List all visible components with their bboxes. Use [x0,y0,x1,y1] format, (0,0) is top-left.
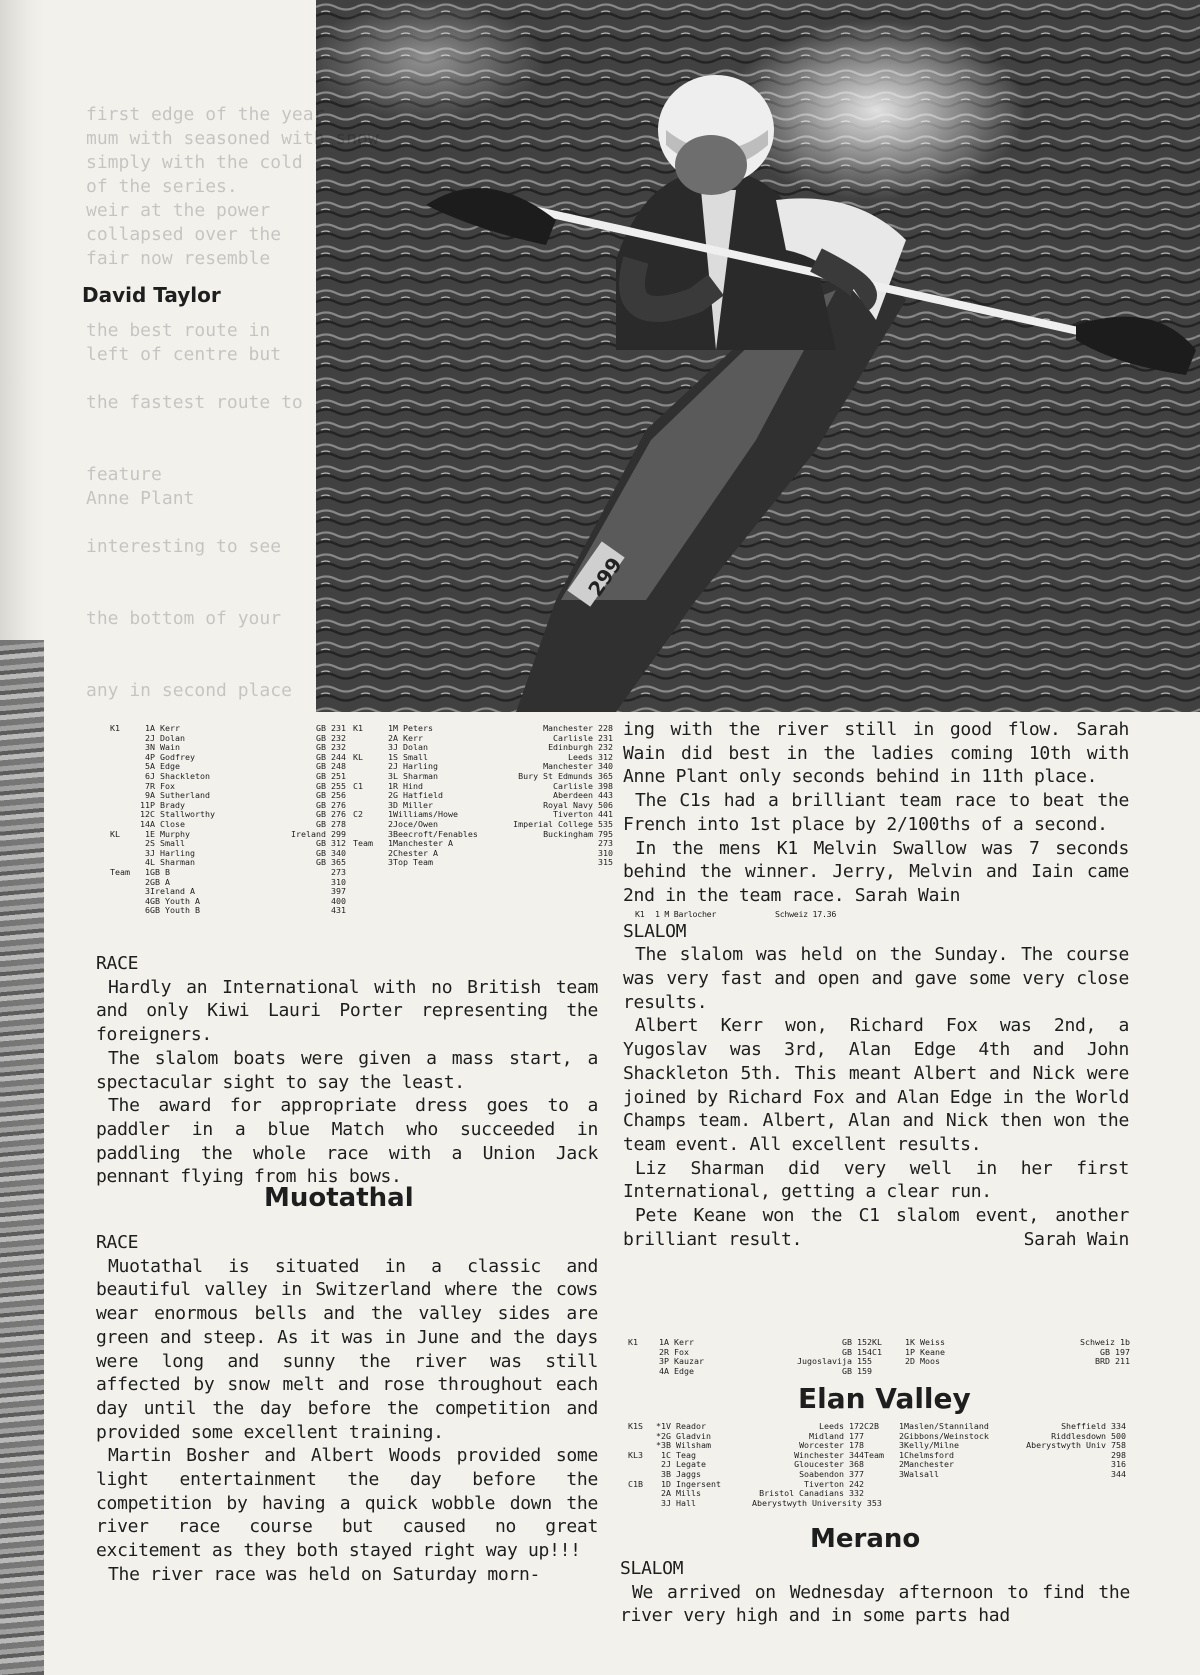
table-cell [628,1432,650,1442]
table-cell [110,906,136,916]
table-cell: K1 [110,723,120,733]
table-cell [110,791,136,801]
table-cell: Williams/Howe [393,809,458,820]
table-cell [890,1480,904,1490]
table-cell [628,1460,650,1470]
ghost-text-line: weir at the power [86,200,271,221]
table-cell [872,1357,898,1367]
paragraph: Pete Keane won the C1 slalom event, another brilliant result. [623,1205,1129,1250]
slalom-results-table [628,1338,1130,1376]
table-cell: Top Team [393,857,433,868]
table-row [353,858,613,868]
photo-credit: David Taylor [82,283,221,307]
table-cell: 273 [331,866,346,877]
paragraph: Albert Kerr won, Richard Fox was 2nd, a Yugoslav was 3rd, Alan Edge 4th and John Shackleton 5th. This meant Albert and Nick were joined by Richard Fox and Alan Edge in the World Champs team. Albert, Alan and Nick then won the team event. All excellent results. [623,1015,1129,1155]
table-cell: GB 159 [842,1365,872,1376]
table-cell: KL [353,751,363,762]
table-cell: C2B [864,1421,879,1431]
table-cell [864,1470,890,1480]
table-cell: Edinburgh 232 [548,742,613,753]
table-cell: 298 [1111,1449,1126,1460]
table-cell: D Ingersent [666,1478,721,1489]
table-cell: J Dolan [393,742,428,753]
table-cell: Carlisle 398 [553,780,613,791]
table-cell: 11 [140,799,150,810]
table-cell [110,734,136,744]
table-cell: 273 [598,838,613,849]
table-cell: *2 [656,1430,666,1441]
table-cell: N Wain [150,742,180,753]
table-cell: 2 [899,1459,904,1470]
table-cell: Winchester 344 [794,1449,864,1460]
table-cell: GB B [150,866,170,877]
table-cell: Aberystwyth University 353 [752,1497,882,1508]
table-cell [110,801,136,811]
table-cell [910,1367,990,1377]
section-title-muotathal: Muotathal [264,1183,414,1213]
table-cell: 1 [388,723,393,733]
table-cell: GB 154 [842,1346,872,1357]
table-cell: 1 [659,1337,664,1347]
table-cell: Maslen/Stanniland [904,1421,989,1431]
table-cell: G Hatfield [393,790,443,801]
ghost-text-line: the bottom of your [86,608,282,629]
k1-name: 1 M Barlocher [655,908,717,919]
table-cell: 9 [145,790,150,801]
table-cell: J Legate [666,1459,706,1470]
table-cell: P Kauzar [664,1356,704,1367]
table-cell: G Gladvin [666,1430,711,1441]
table-cell: A Edge [150,761,180,772]
merano-column [620,1557,1130,1628]
ghost-text-line: collapsed over the [86,224,282,245]
table-cell [110,887,136,897]
table-cell: 2 [145,732,150,743]
table-cell: Leeds 312 [568,751,613,762]
table-cell: GB 248 [316,761,346,772]
k1-club: Schweiz 17.36 [775,908,837,919]
slalom-heading: SLALOM [620,1558,684,1579]
table-cell: Team [353,838,373,849]
table-cell: 3 [388,742,393,753]
paragraph: The slalom boats were given a mass start, a spectacular sight to say the least. [96,1047,598,1093]
left-article-column [96,952,598,1587]
table-cell: R Fox [150,780,175,791]
table-cell: 3 [388,799,393,810]
slalom-heading: SLALOM [623,920,687,942]
table-cell: M Peters [393,723,433,733]
table-cell: 3 [388,857,393,868]
table-cell: 3 [661,1497,666,1508]
table-cell [110,772,136,782]
table-cell: KL [872,1337,882,1347]
table-cell [890,1489,904,1499]
ghost-text-line: Anne Plant [86,488,195,509]
table-cell: GB 276 [316,799,346,810]
adjacent-photo-strip [0,640,44,1675]
table-cell [110,810,136,820]
race-heading: RACE [96,1232,139,1254]
table-cell: KL [110,828,120,839]
table-cell: Team [110,866,130,877]
table-cell: 1 [388,809,393,820]
table-cell [864,1460,890,1470]
table-cell: GB A [150,876,170,887]
table-cell: Walsall [904,1468,939,1479]
table-row [110,906,346,916]
table-cell: Gibbons/Weinstock [904,1430,989,1441]
table-cell [898,1367,910,1377]
table-cell [1016,1499,1126,1509]
table-cell: Manchester 340 [543,761,613,772]
table-cell [353,791,379,801]
table-cell [904,1489,1016,1499]
table-cell: Chester A [393,847,438,858]
table-cell: *3 [656,1440,666,1451]
table-cell: P Godfrey [150,751,195,762]
signature: Sarah Wain [1023,1228,1129,1250]
table-cell: B Jaggs [666,1468,701,1479]
table-cell: A Kerr [664,1337,694,1347]
table-cell: GB 255 [316,780,346,791]
table-cell: 6 [145,905,150,916]
paragraph: In the mens K1 Melvin Swallow was 7 seconds behind the winner. Jerry, Melvin and Iain came 2nd in the team race. Sarah Wain [623,837,1129,906]
ghost-text-line: first edge of the year [86,104,325,125]
table-cell: Beecroft/Fenables [393,828,478,839]
table-cell: 1 [899,1449,904,1460]
table-cell: R Fox [664,1346,689,1357]
ghost-text-line: interesting to see [86,536,282,557]
table-cell: GB 278 [316,818,346,829]
table-cell: GB 312 [316,838,346,849]
table-cell: S Small [150,838,185,849]
table-cell: 2 [388,732,393,743]
table-cell: Jugoslavija 155 [797,1356,872,1367]
table-cell: 310 [331,876,346,887]
table-cell: Tiverton 441 [553,809,613,820]
table-cell: V Reador [666,1421,706,1431]
table-cell: B Wilsham [666,1440,711,1451]
table-cell: P Keane [910,1346,945,1357]
table-cell: 1 [145,723,150,733]
table-cell: BRD 211 [1095,1356,1130,1367]
table-cell: GB Youth A [150,895,200,906]
table-cell: Ireland A [150,886,195,897]
table-cell: 316 [1111,1459,1126,1470]
paragraph: The river race was held on Saturday morn- [108,1563,541,1585]
table-cell: 2 [388,761,393,772]
table-cell [110,782,136,792]
table-cell: GB 231 [316,723,346,733]
table-cell: 2 [659,1346,664,1357]
table-cell: 3 [659,1356,664,1367]
table-cell: K1 [628,1337,638,1347]
table-cell: Royal Navy 506 [543,799,613,810]
table-cell: GB 251 [316,770,346,781]
table-cell: 1 [905,1337,910,1347]
table-cell: Team [864,1449,884,1460]
table-cell: Worcester 178 [799,1440,864,1451]
race-heading: RACE [96,953,139,974]
table-cell: GB 232 [316,732,346,743]
table-cell: Imperial College 535 [513,818,613,829]
table-cell: Buckingham 795 [543,828,613,839]
table-cell: 6 [145,770,150,781]
table-cell: 2 [661,1459,666,1470]
table-cell [110,753,136,763]
table-cell: Kelly/Milne [904,1440,959,1451]
table-row [628,1460,1126,1470]
paragraph: Martin Bosher and Albert Woods provided some light entertainment the day before the competition by having a quick wobble down the river race course but caused no great excitement as they both stayed right way up!!! [96,1445,598,1562]
table-cell: Soabendon 377 [799,1468,864,1479]
table-cell: GB 256 [316,790,346,801]
table-cell: A Mills [666,1488,701,1499]
table-cell: 1 [145,866,150,877]
table-cell [110,878,136,888]
table-cell [628,1367,650,1377]
paragraph: The award for appropriate dress goes to a paddler in a blue Match who succeeded in paddling the whole race with a Union Jack pennant flying from his bows. [96,1095,598,1188]
table-cell: C1 [353,780,363,791]
table-cell: 1 [899,1421,904,1431]
section-title-merano: Merano [810,1524,921,1554]
bow-number: 299 [583,552,627,601]
table-cell: GB 197 [1100,1346,1130,1357]
table-cell: GB 232 [316,742,346,753]
table-cell: Midland 177 [809,1430,864,1441]
table-cell: 4 [145,895,150,906]
table-cell: GB Youth B [150,905,200,916]
table-cell [353,734,379,744]
table-cell [628,1357,650,1367]
table-cell [353,820,379,830]
table-cell: Leeds 172 [819,1421,864,1431]
table-cell: L Sharman [393,770,438,781]
table-cell: C1B [628,1478,643,1489]
table-cell: 3 [145,742,150,753]
table-cell: C2 [353,809,363,820]
table-row [628,1499,1126,1509]
table-cell: Tiverton 242 [804,1478,864,1489]
table-cell: A Kerr [150,723,180,733]
table-cell: 2 [388,790,393,801]
table-cell [864,1499,890,1509]
table-cell [110,849,136,859]
paragraph: The slalom was held on the Sunday. The course was very fast and open and gave some very close results. [623,944,1129,1013]
table-cell: *1 [656,1421,666,1431]
table-cell: 5 [145,761,150,772]
table-cell: 1 [661,1449,666,1460]
table-cell [353,762,379,772]
table-cell: Gloucester 368 [794,1459,864,1470]
paragraph: We arrived on Wednesday afternoon to find the river very high and in some parts had [620,1581,1130,1627]
table-cell: Manchester 228 [543,723,613,733]
table-cell: C Stallworthy [150,809,215,820]
table-cell [890,1499,904,1509]
paragraph: ing with the river still in good flow. Sarah Wain did best in the ladies coming 10th with Anne Plant only seconds behind in 11th place. [623,719,1129,788]
table-cell: J Shackleton [150,770,210,781]
table-cell: 2 [388,847,393,858]
ghost-text-line: mum with seasoned with snow [86,128,379,149]
table-cell: 14 [140,818,150,829]
paragraph: Liz Sharman did very well in her first International, getting a clear run. [623,1157,1129,1203]
table-cell: 7 [145,780,150,791]
table-cell: J Harling [150,847,195,858]
table-cell [990,1367,1130,1377]
ghost-text-line: of the series. [86,176,238,197]
table-cell: J Dolan [150,732,185,743]
table-cell: 2 [388,818,393,829]
table-cell: 400 [331,895,346,906]
table-cell: GB 244 [316,751,346,762]
table-cell [628,1499,650,1509]
table-cell [864,1480,890,1490]
table-cell: GB 276 [316,809,346,820]
table-cell: 431 [331,905,346,916]
table-cell: 1 [388,780,393,791]
race-results-table-right [353,724,613,868]
table-cell [904,1499,1016,1509]
table-cell: S Small [393,751,428,762]
paragraph: Hardly an International with no British team and only Kiwi Lauri Porter representing the foreigners. [96,976,598,1046]
table-cell: D Miller [393,799,433,810]
table-cell: GB 365 [316,857,346,868]
table-cell: 4 [145,857,150,868]
table-cell: 3 [145,847,150,858]
table-cell: 3 [388,770,393,781]
table-cell: L Sharman [150,857,195,868]
table-cell: 2 [899,1430,904,1441]
table-cell: 1 [388,751,393,762]
table-cell: 397 [331,886,346,897]
table-cell: 1 [905,1346,910,1357]
ghost-text-line: simply with the cold [86,152,303,173]
ghost-text-line: fair now resemble [86,248,271,269]
table-cell: 3 [661,1468,666,1479]
table-cell [864,1432,890,1442]
paragraph: The C1s had a brilliant team race to beat the French into 1st place by 2/100ths of a second. [623,790,1129,835]
table-cell [872,1367,898,1377]
table-cell: 1 [145,828,150,839]
table-cell: 3 [899,1440,904,1451]
table-cell: R Hind [393,780,423,791]
table-cell: J Hall [666,1497,696,1508]
table-cell: 1 [661,1478,666,1489]
table-cell: GB 152 [842,1337,872,1347]
table-cell: Manchester [904,1459,954,1470]
table-cell: Bury St Edmunds 365 [518,770,613,781]
k1-result-line [623,908,1129,920]
table-cell: 2 [905,1356,910,1367]
table-cell: 3 [388,828,393,839]
table-cell: Joce/Owen [393,818,438,829]
table-cell: Aberystwyth Univ 758 [1026,1440,1126,1451]
table-cell: Aberdeen 443 [553,790,613,801]
table-cell: Bristol Canadians 332 [759,1488,864,1499]
table-cell [110,897,136,907]
table-cell: 344 [1111,1468,1126,1479]
table-cell [1016,1489,1126,1499]
table-cell: 2 [145,838,150,849]
table-cell: Ireland 299 [291,828,346,839]
ghost-text-line: the best route in [86,320,271,341]
table-cell [628,1348,650,1358]
table-cell: 310 [598,847,613,858]
table-cell: A Sutherland [150,790,210,801]
table-cell: A Edge [664,1365,694,1376]
table-cell [110,839,136,849]
ghost-text-line: the fastest route to [86,392,303,413]
table-row [628,1367,1130,1377]
table-cell: D Moos [910,1356,940,1367]
table-cell: Carlisle 231 [553,732,613,743]
table-cell: Sheffield 334 [1061,1421,1126,1431]
table-cell: P Brady [150,799,185,810]
right-article-column [623,718,1129,1251]
table-cell [353,849,379,859]
table-cell [353,858,379,868]
table-cell: A Close [150,818,185,829]
table-cell: Manchester A [393,838,453,849]
table-cell: 12 [140,809,150,820]
table-cell: J Harling [393,761,438,772]
table-cell: 3 [899,1468,904,1479]
elan-valley-results-table [628,1422,1126,1508]
table-cell: 2 [145,876,150,887]
table-cell: K1S [628,1421,643,1431]
table-cell: C1 [872,1346,882,1357]
table-cell: GB 340 [316,847,346,858]
k1-class: K1 [635,908,645,919]
table-cell [1016,1480,1126,1490]
section-title-elan-valley: Elan Valley [798,1382,971,1415]
table-cell: E Murphy [150,828,190,839]
table-cell: C Teag [666,1449,696,1460]
table-cell: K1 [353,723,363,733]
table-row [628,1480,1126,1490]
ghost-text-line: left of centre but [86,344,282,365]
paragraph: Muotathal is situated in a classic and beautiful valley in Switzerland where the cows wear enormous bells and the valley sides are green and steep. As it was in June and the days were long and sunny the river was still affected by snow melt and rose throughout each day until the day before the competition and provided some excellent training. [96,1255,598,1443]
ghost-text-line: feature [86,464,162,485]
table-cell: 2 [661,1488,666,1499]
table-cell: Riddlesdown 500 [1051,1430,1126,1441]
table-cell: K Weiss [910,1337,945,1347]
table-cell: Chelmsford [904,1449,954,1460]
table-cell [628,1489,650,1499]
ghost-text-line: any in second place [86,680,292,701]
table-cell: 315 [598,857,613,868]
table-cell [904,1480,1016,1490]
table-cell: 4 [145,751,150,762]
table-row [628,1357,1130,1367]
table-cell: KL3 [628,1449,643,1460]
table-cell: Schweiz 1b [1080,1337,1130,1347]
table-cell [110,743,136,753]
table-cell: 4 [659,1365,664,1376]
table-cell: 1 [388,838,393,849]
table-cell: 3 [145,886,150,897]
table-cell: A Kerr [393,732,423,743]
table-cell [110,762,136,772]
race-results-table-left [110,724,346,916]
